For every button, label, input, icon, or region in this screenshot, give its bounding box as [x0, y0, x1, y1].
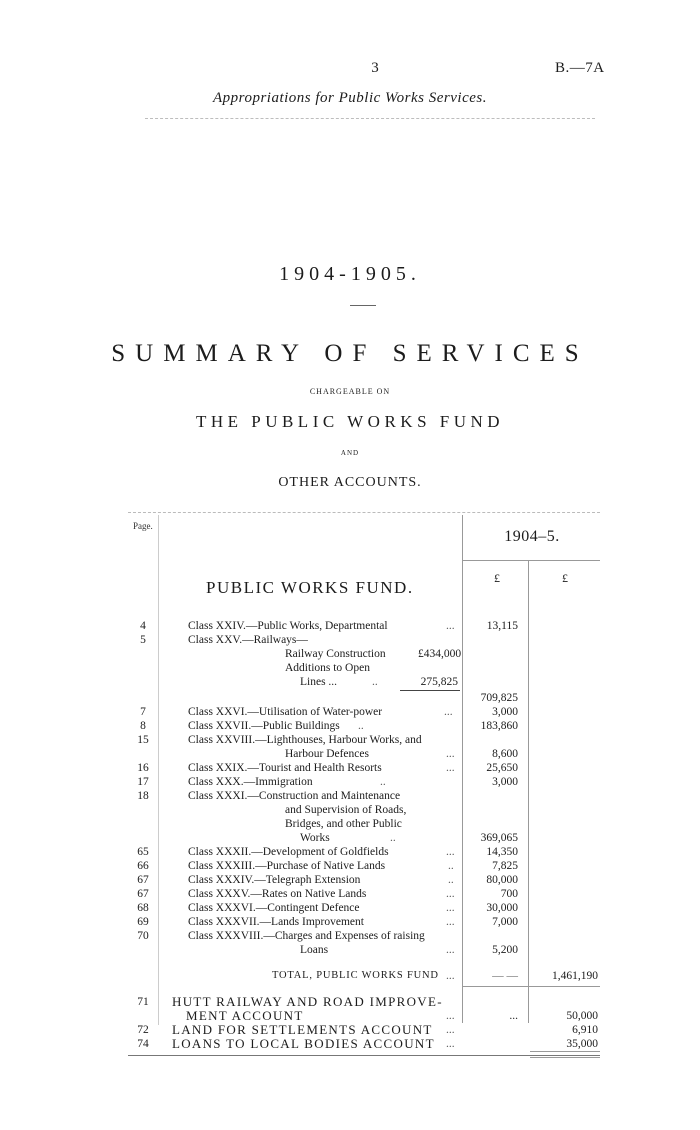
- pound-symbol-column-2: £: [562, 571, 568, 585]
- row-amount: 183,860: [480, 720, 518, 732]
- row-page: 74: [137, 1038, 149, 1050]
- row-description: MENT ACCOUNT: [186, 1008, 304, 1023]
- row-description: Railway Construction: [285, 648, 386, 660]
- row-description: Class XXV.—Railways—: [188, 634, 308, 646]
- row-page: 16: [137, 762, 149, 774]
- row-page: 15: [137, 734, 149, 746]
- row-page: 67: [137, 888, 149, 900]
- row-leader-dots: ...: [446, 888, 455, 900]
- row-amount: 14,350: [486, 846, 518, 858]
- row-leader-dots: ..: [448, 874, 454, 886]
- table-row: [0, 761, 700, 775]
- row-amount: 8,600: [492, 748, 518, 760]
- title-dash: [350, 305, 376, 306]
- row-description: Class XXIV.—Public Works, Departmental: [188, 620, 388, 632]
- row-amount: 35,000: [566, 1038, 598, 1050]
- row-amount: 369,065: [480, 832, 518, 844]
- row-leader-dots: ...: [446, 762, 455, 774]
- total-col1-dash: — —: [492, 970, 518, 982]
- row-amount: 6,910: [572, 1024, 598, 1036]
- row-amount: 700: [500, 888, 518, 900]
- table-row: [0, 775, 700, 789]
- row-description: Lines ...: [300, 676, 338, 688]
- row-leader-dots: ...: [446, 916, 455, 928]
- table-row-continued: [0, 647, 700, 661]
- page-number: 3: [371, 60, 379, 76]
- row-page: 8: [140, 720, 146, 732]
- row-leader-dots: ...: [446, 1010, 455, 1022]
- row-page: 69: [137, 916, 149, 928]
- row-description: Class XXVIII.—Lighthouses, Harbour Works, and: [188, 734, 422, 746]
- row-leader-dots: ...: [444, 706, 453, 718]
- row-amount: 7,000: [492, 916, 518, 928]
- table-top-rule: [128, 512, 600, 513]
- and-label: AND: [340, 449, 360, 457]
- row-description: Class XXXVII.—Lands Improvement: [188, 916, 364, 928]
- row-description: Class XXXIV.—Telegraph Extension: [188, 874, 361, 886]
- table-row: [0, 633, 700, 647]
- row-description: Additions to Open: [285, 662, 370, 674]
- row-description: Works: [300, 832, 330, 844]
- row-leader-dots: ...: [446, 1038, 455, 1050]
- year-header-rule: [462, 560, 600, 561]
- row-page: 70: [137, 930, 149, 942]
- table-row: [0, 705, 700, 719]
- row-description: Class XXXVIII.—Charges and Expenses of raising: [188, 930, 425, 942]
- row-description: Class XXIX.—Tourist and Health Resorts: [188, 762, 382, 774]
- row-page: 5: [140, 634, 146, 646]
- table-row: [0, 915, 700, 929]
- row-description: and Supervision of Roads,: [285, 804, 407, 816]
- chargeable-on-label: CHARGEABLE ON: [309, 387, 391, 396]
- row-leader-dots: ...: [446, 748, 455, 760]
- total-rule: [462, 986, 600, 987]
- table-row-continued: [0, 661, 700, 675]
- running-title: Appropriations for Public Works Services.: [213, 90, 487, 106]
- table-row: [0, 901, 700, 915]
- row-amount: 5,200: [492, 944, 518, 956]
- row-page: 18: [137, 790, 149, 802]
- section-title: PUBLIC WORKS FUND.: [206, 578, 414, 597]
- table-row: [0, 1037, 700, 1051]
- table-row-continued: [0, 1009, 700, 1023]
- total-amount: 1,461,190: [552, 970, 598, 982]
- table-row-continued: [0, 943, 700, 957]
- fund-heading: THE PUBLIC WORKS FUND: [195, 412, 505, 431]
- row-leader-dots: ...: [446, 620, 455, 632]
- row-description: Class XXVI.—Utilisation of Water-power: [188, 706, 383, 718]
- table-row: [0, 733, 700, 747]
- table-row: [0, 619, 700, 633]
- row-leader-dots: ..: [372, 676, 378, 688]
- table-row: [0, 887, 700, 901]
- row-description: HUTT RAILWAY AND ROAD IMPROVE-: [172, 994, 443, 1009]
- row-amount: 25,650: [486, 762, 518, 774]
- table-row-continued: [0, 831, 700, 845]
- row-leader-dots: ..: [448, 860, 454, 872]
- row-page: 68: [137, 902, 149, 914]
- table-bottom-rule: [128, 1055, 600, 1056]
- total-row: [0, 969, 700, 983]
- row-description: Class XXX.—Immigration: [188, 776, 313, 788]
- table-row-continued: [0, 803, 700, 817]
- row-description: Class XXVII.—Public Buildings: [188, 720, 340, 732]
- table-row-continued: [0, 747, 700, 761]
- other-accounts-heading: OTHER ACCOUNTS.: [278, 475, 422, 490]
- row-amount: 80,000: [486, 874, 518, 886]
- row-leader-dots: ...: [446, 1024, 455, 1036]
- row-leader-dots: ...: [446, 846, 455, 858]
- closing-rule-lower: [530, 1057, 600, 1058]
- page-column-header: Page.: [133, 521, 153, 531]
- table-row: [0, 873, 700, 887]
- row-amount: 50,000: [566, 1010, 598, 1022]
- table-row-continued: [0, 817, 700, 831]
- table-row-continued: [0, 691, 700, 705]
- row-description: Class XXXI.—Construction and Maintenance: [188, 790, 401, 802]
- row-page: 67: [137, 874, 149, 886]
- row-page: 66: [137, 860, 149, 872]
- row-page: 65: [137, 846, 149, 858]
- total-label: TOTAL, PUBLIC WORKS FUND: [272, 970, 439, 981]
- table-row-continued: [0, 675, 700, 689]
- row-inner-amount: 275,825: [420, 676, 458, 688]
- row-amount: 3,000: [492, 706, 518, 718]
- row-leader-dots: ..: [390, 832, 396, 844]
- row-amount: 7,825: [492, 860, 518, 872]
- table-row: [0, 719, 700, 733]
- row-col1-dots: ...: [509, 1010, 518, 1022]
- row-description: Harbour Defences: [285, 748, 369, 760]
- row-description: Bridges, and other Public: [285, 818, 402, 830]
- row-description: Class XXXII.—Development of Goldfields: [188, 846, 389, 858]
- row-leader-dots: ..: [380, 776, 386, 788]
- row-page: 17: [137, 776, 149, 788]
- row-leader-dots: ...: [446, 902, 455, 914]
- row-amount: 30,000: [486, 902, 518, 914]
- table-row: [0, 1023, 700, 1037]
- row-description: Class XXXV.—Rates on Native Lands: [188, 888, 367, 900]
- row-leader-dots: ..: [358, 720, 364, 732]
- pound-symbol-column-1: £: [494, 571, 500, 585]
- table-row: [0, 995, 700, 1009]
- row-leader-dots: ...: [446, 970, 455, 982]
- row-page: 4: [140, 620, 146, 632]
- table-row: [0, 845, 700, 859]
- row-amount: 709,825: [480, 692, 518, 704]
- row-inner-amount: £434,000: [418, 648, 462, 660]
- closing-rule-upper: [530, 1051, 600, 1052]
- table-row: [0, 789, 700, 803]
- row-leader-dots: ...: [446, 944, 455, 956]
- row-description: Loans: [300, 944, 329, 956]
- row-description: Class XXXVI.—Contingent Defence: [188, 902, 360, 914]
- row-amount: 3,000: [492, 776, 518, 788]
- row-description: LOANS TO LOCAL BODIES ACCOUNT: [172, 1036, 435, 1051]
- row-description: Class XXXIII.—Purchase of Native Lands: [188, 860, 386, 872]
- row-amount: 13,115: [486, 620, 518, 632]
- table-row: [0, 859, 700, 873]
- document-reference: B.—7A: [555, 60, 605, 76]
- year-column-header: 1904–5.: [504, 528, 560, 545]
- summary-heading: SUMMARY OF SERVICES: [111, 340, 589, 367]
- table-row: [0, 929, 700, 943]
- title-year: 1904-1905.: [279, 263, 421, 285]
- row-page: 71: [137, 996, 149, 1008]
- header-rule: [145, 118, 595, 119]
- row-description: LAND FOR SETTLEMENTS ACCOUNT: [172, 1022, 433, 1037]
- row-page: 72: [137, 1024, 149, 1036]
- row-page: 7: [140, 706, 146, 718]
